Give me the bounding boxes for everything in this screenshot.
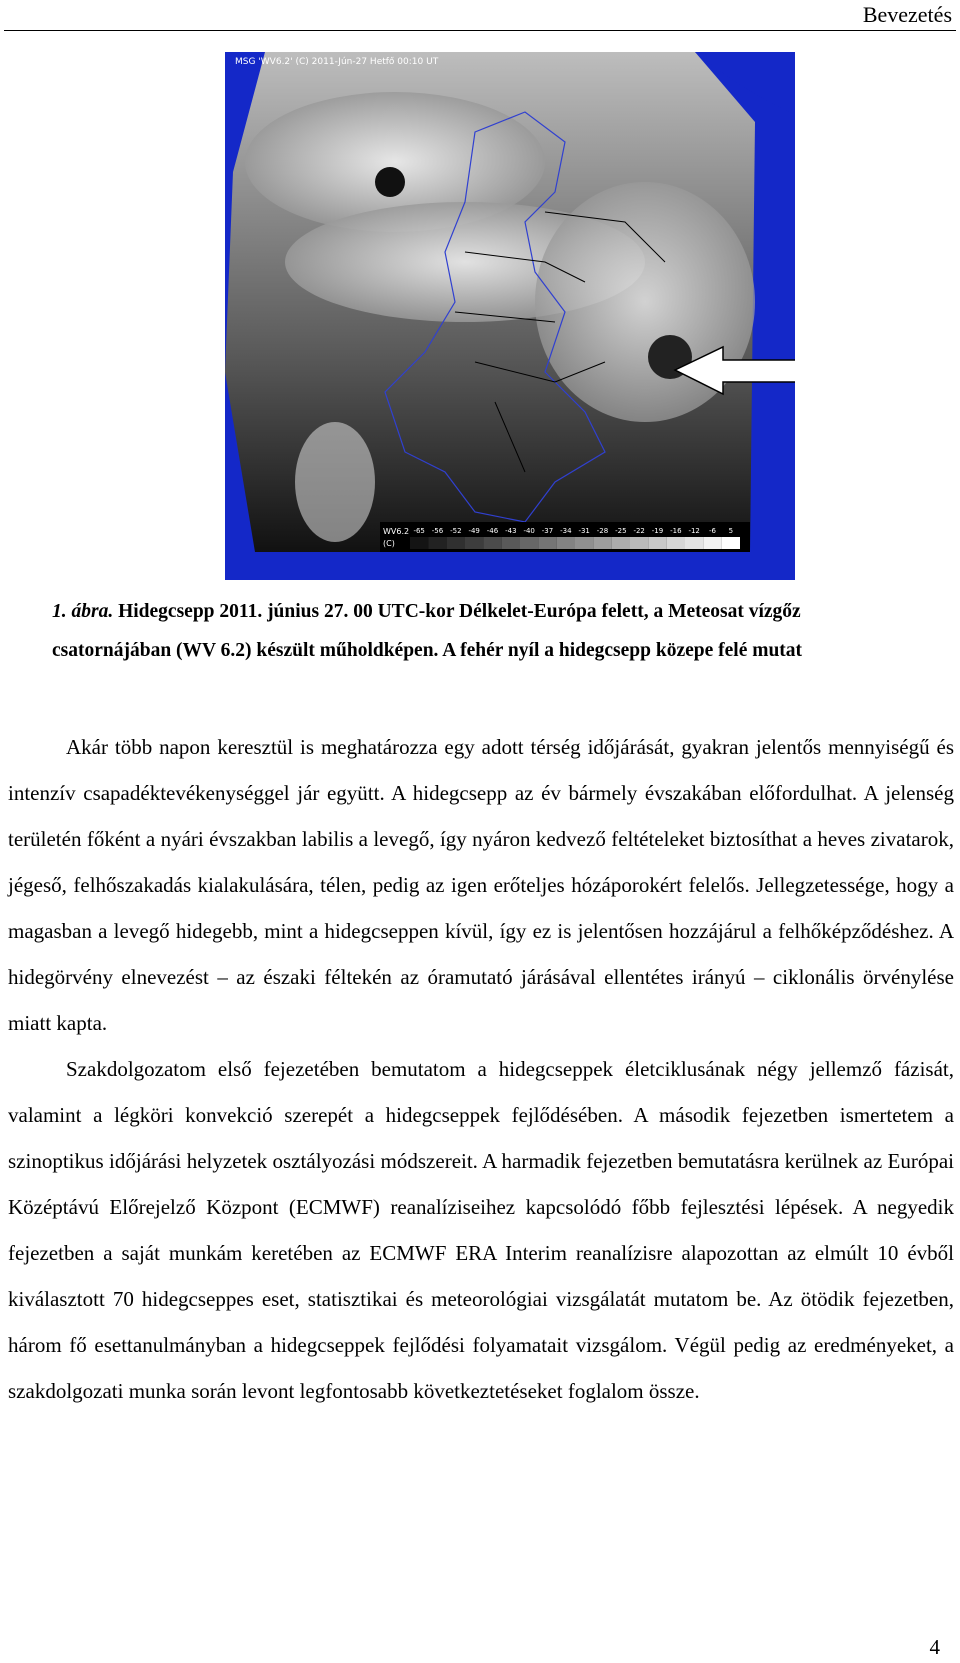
scale-cell <box>593 537 611 549</box>
scale-tick-label: -28 <box>596 527 609 535</box>
caption-label: 1. ábra. <box>52 601 114 622</box>
scale-tick-label: 5 <box>728 527 734 535</box>
scale-tick-label: -37 <box>541 527 554 535</box>
scale-cell <box>520 537 538 549</box>
scale-tick-label: -31 <box>578 527 590 535</box>
scale-cell <box>538 537 556 549</box>
body-text <box>8 724 954 1414</box>
scale-tick-label: -6 <box>709 527 716 535</box>
cloud-mass-south <box>295 422 375 542</box>
scale-label: WV6.2 <box>383 527 410 536</box>
scale-cell <box>502 537 520 549</box>
scale-cell <box>557 537 575 549</box>
scale-tick-label: -52 <box>450 527 462 535</box>
scale-cell <box>428 537 446 549</box>
image-banner: MSG 'WV6.2' (C) 2011-Jún-27 Hetfő 00:10 UT <box>235 57 439 67</box>
scale-tick-label: -19 <box>651 527 664 535</box>
caption-text: Hidegcsepp 2011. június 27. 00 UTC-kor Délkelet-Európa felett, a Meteosat vízgőz csatornájában (WV 6.2) készült műholdképen. A fehér nyíl a hidegcsepp közepe felé mutat <box>52 601 803 661</box>
scale-tick-label: -49 <box>468 527 480 535</box>
scale-tick-label: -12 <box>688 527 700 535</box>
scale-sublabel: (C) <box>383 539 395 548</box>
scale-cell <box>483 537 501 549</box>
page-header <box>0 0 960 32</box>
scale-tick-label: -65 <box>413 527 425 535</box>
scale-cell <box>465 537 483 549</box>
scale-cell <box>722 537 740 549</box>
scale-cell <box>630 537 648 549</box>
vortex-north <box>375 167 405 197</box>
scale-cell <box>685 537 703 549</box>
paragraph: Akár több napon keresztül is meghatározza egy adott térség időjárását, gyakran jelentős mennyiségű és intenzív csapadéktevékenységgel jár együtt. A hidegcsepp az év bármely évszakában előfordulhat. A jelenség területén főként a nyári évszakban labilis a levegő, így nyáron kedvező feltételeket biztosíthat a heves zivatarok, jégeső, felhőszakadás kialakulására, télen, pedig az igen erőteljes hózáporokért felelős. Jellegzetessége, hogy a magasban a levegő hidegebb, mint a hidegcseppen kívül, így ez is jelentősen hozzájárul a felhőképződéshez. A hidegörvény elnevezést – az északi féltekén az óramutató járásával ellentétes irányú – ciklonális örvénylése miatt kapta. <box>8 735 954 1035</box>
scale-tick-label: -25 <box>615 527 627 535</box>
scale-tick-label: -43 <box>505 527 517 535</box>
header-rule <box>4 30 956 31</box>
scale-tick-label: -46 <box>486 527 499 535</box>
scale-cell <box>703 537 721 549</box>
scale-cell <box>410 537 428 549</box>
satellite-figure <box>225 52 795 580</box>
scale-tick-label: -34 <box>560 527 572 535</box>
paragraph: Szakdolgozatom első fejezetében bemutatom a hidegcseppek életciklusának négy jellemző fázisát, valamint a légköri konvekció szerepét a hidegcseppek fejlődésében. A második fejezetben ismertetem a szinoptikus időjárási helyzetek osztályozási módszereit. A harmadik fejezetben bemutatásra kerülnek az Európai Középtávú Előrejelző Központ (ECMWF) reanalíziseihez kapcsolódó főbb fejlesztési lépések. A negyedik fejezetben a saját munkám keretében az ECMWF ERA Interim reanalízisre alapozottan az elmúlt 10 évből kiválasztott 70 hidegcseppes eset, statisztikai és meteorológiai vizsgálatát mutatom be. Az ötödik fejezetben, három fő esettanulmányban a hidegcseppek fejlődési folyamatait vizsgálom. Végül pedig az eredményeket, a szakdolgozati munka során levont legfontosabb következtetéseket foglalom össze. <box>8 1057 954 1403</box>
running-title: Bevezetés <box>862 2 952 27</box>
scale-cell <box>612 537 630 549</box>
scale-cell <box>575 537 593 549</box>
scale-tick-label: -22 <box>633 527 645 535</box>
figure-caption <box>52 592 912 670</box>
scale-tick-label: -40 <box>523 527 535 535</box>
color-scale <box>380 522 750 552</box>
scale-tick-label: -56 <box>431 527 444 535</box>
scale-cell <box>447 537 465 549</box>
page-number: 4 <box>929 1635 940 1659</box>
scale-tick-label: -16 <box>670 527 682 535</box>
scale-cell <box>667 537 685 549</box>
scale-cell <box>648 537 666 549</box>
